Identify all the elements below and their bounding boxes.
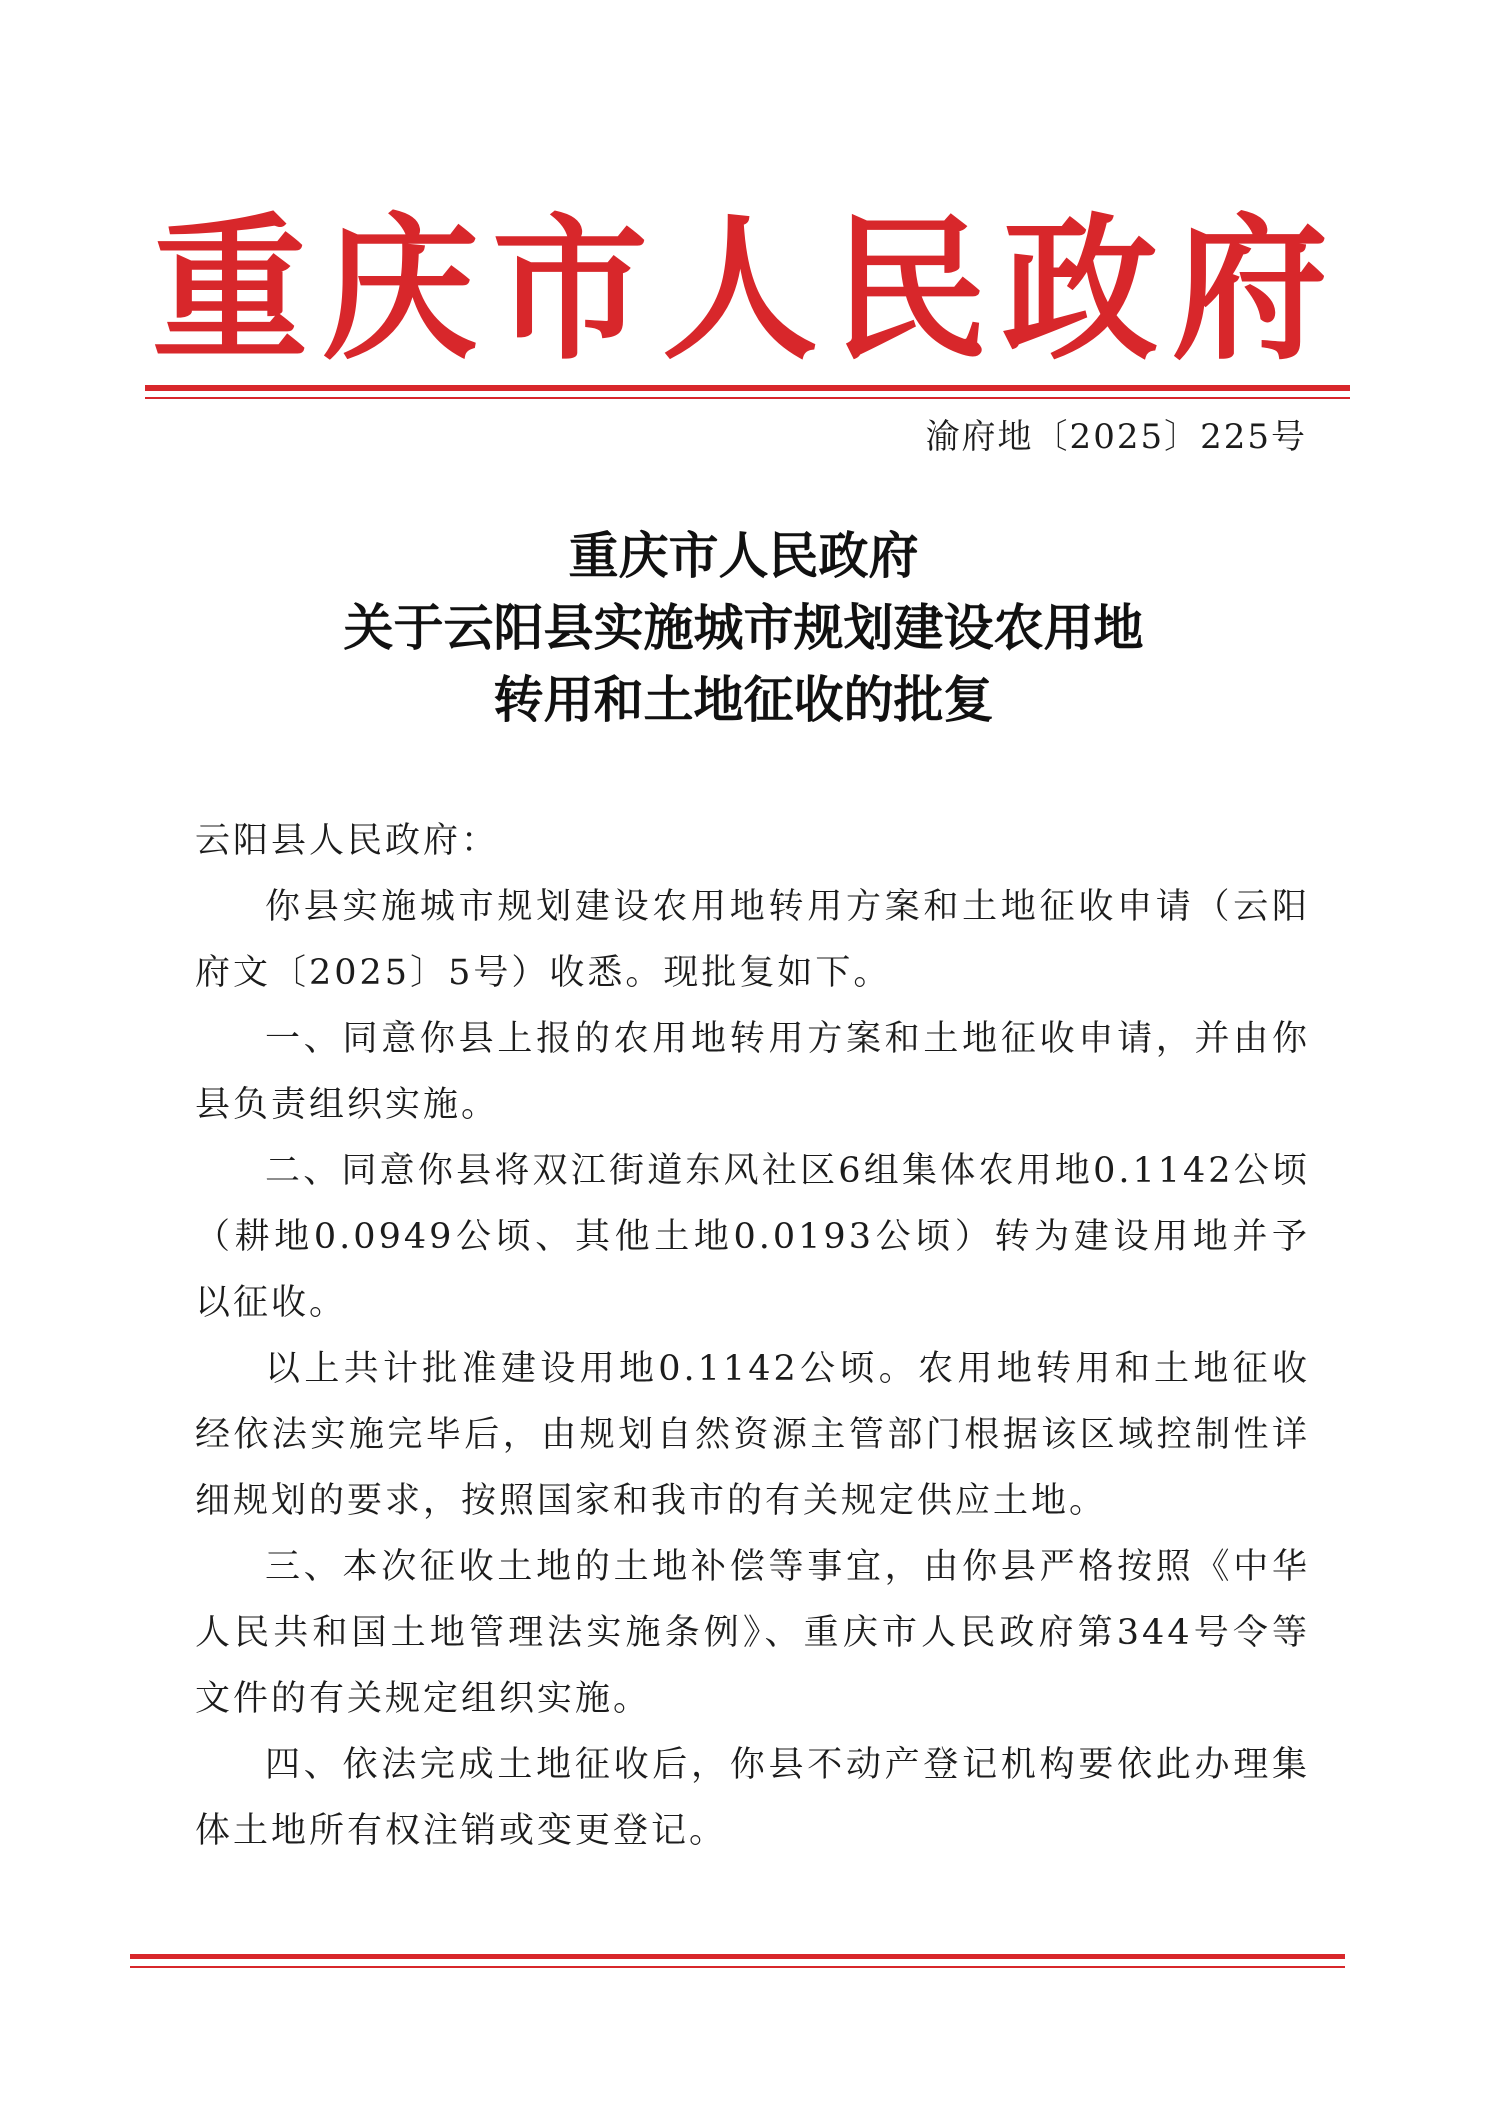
footer-rule-thick xyxy=(130,1954,1345,1959)
masthead-char: 府 xyxy=(1172,199,1328,381)
document-title xyxy=(0,520,1487,736)
masthead-char: 庆 xyxy=(322,199,478,381)
paragraph: 一、同意你县上报的农用地转用方案和土地征收申请，并由你县负责组织实施。 xyxy=(195,1019,1310,1125)
masthead-char: 人 xyxy=(662,199,818,381)
paragraph: 以上共计批准建设用地0.1142公顷。农用地转用和土地征收经依法实施完毕后，由规划自然资源主管部门根据该区域控制性详细规划的要求，按照国家和我市的有关规定供应土地。 xyxy=(195,1349,1310,1521)
title-line: 重庆市人民政府 xyxy=(568,527,919,585)
document-body xyxy=(195,808,1310,1864)
masthead xyxy=(150,199,1330,381)
paragraph: 四、依法完成土地征收后，你县不动产登记机构要依此办理集体土地所有权注销或变更登记。 xyxy=(195,1745,1310,1851)
paragraph: 三、本次征收土地的土地补偿等事宜，由你县严格按照《中华人民共和国土地管理法实施条例》、重庆市人民政府第344号令等文件的有关规定组织实施。 xyxy=(195,1547,1310,1719)
masthead-char: 重 xyxy=(152,199,308,381)
footer-rule-thin xyxy=(130,1966,1345,1968)
masthead-char: 政 xyxy=(1002,199,1158,381)
paragraph: 二、同意你县将双江街道东风社区6组集体农用地0.1142公顷（耕地0.0949公顷、其他土地0.0193公顷）转为建设用地并予以征收。 xyxy=(195,1151,1310,1323)
salutation: 云阳县人民政府： xyxy=(195,821,500,861)
header-rule-thin xyxy=(145,397,1350,399)
header-rule-thick xyxy=(145,385,1350,391)
masthead-char: 市 xyxy=(492,199,648,381)
title-line: 关于云阳县实施城市规划建设农用地 xyxy=(343,599,1144,657)
masthead-char: 民 xyxy=(832,199,988,381)
document-number: 渝府地〔2025〕225号 xyxy=(925,417,1307,457)
title-line: 转用和土地征收的批复 xyxy=(493,671,994,729)
paragraph: 你县实施城市规划建设农用地转用方案和土地征收申请（云阳府文〔2025〕5号）收悉。现批复如下。 xyxy=(195,887,1310,993)
